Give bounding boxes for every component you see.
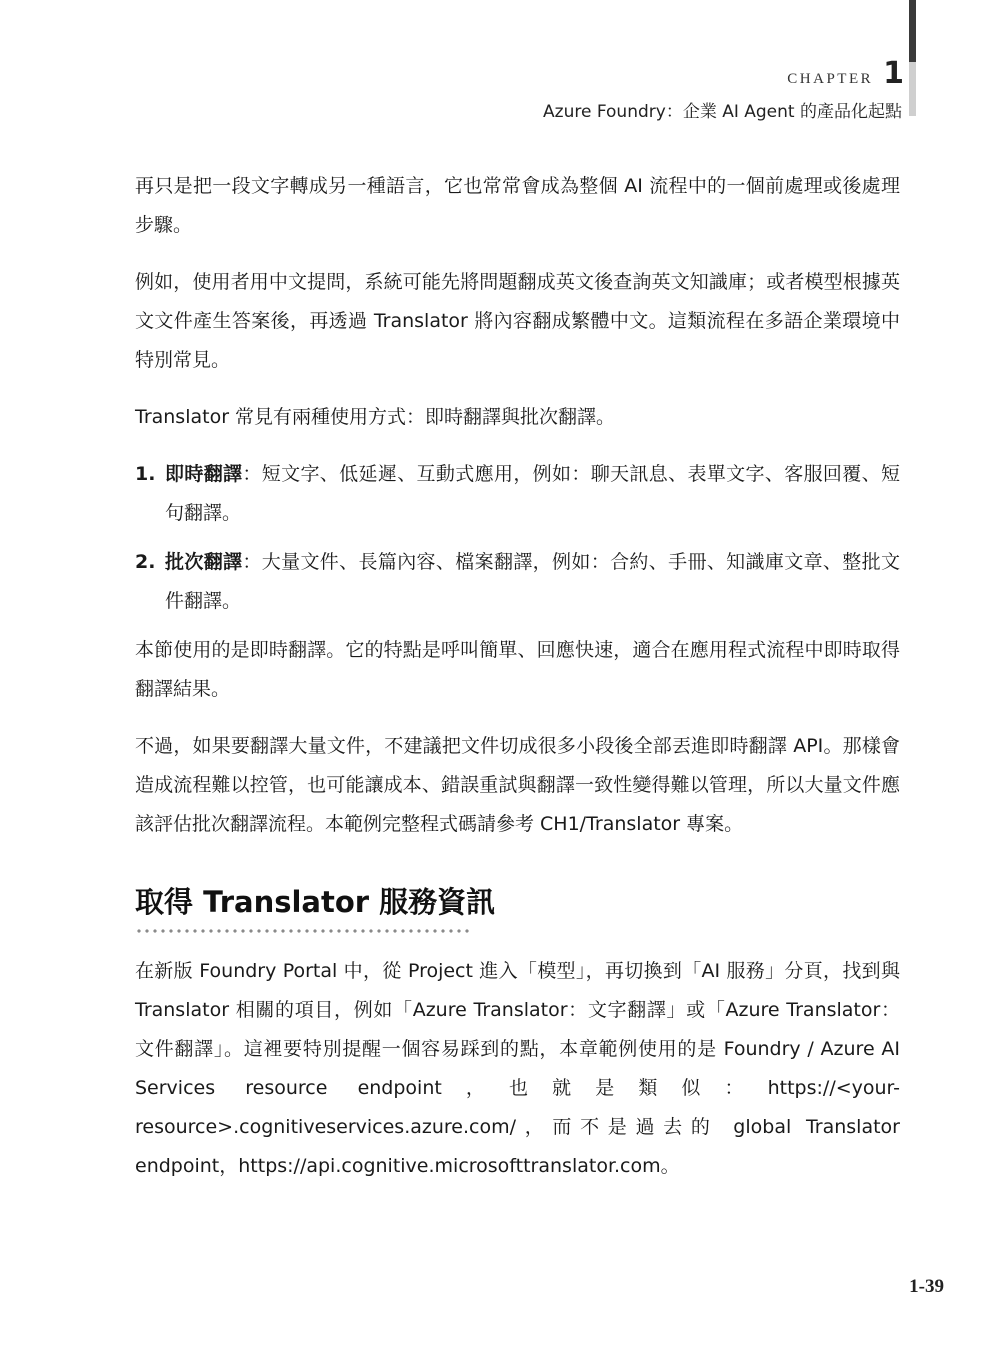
- paragraph-2: 例如，使用者用中文提問，系統可能先將問題翻成英文後查詢英文知識庫；或者模型根據英文文件產生答案後，再透過 Translator 將內容翻成繁體中文。這類流程在多語企業環境中特別常見。: [135, 271, 900, 371]
- section-body: 在新版 Foundry Portal 中，從 Project 進入「模型」，再切換到「AI 服務」分頁，找到與 Translator 相關的項目，例如「Azure Translator：文字翻譯」或「Azure Translator：文件翻譯」。這裡要特別提醒一個容易踩到的點，本章範例使用的是 Foundry / Azure AI Services resource endpoint，也就是類似：https://<your-resource>.cognitiveservices.azure.com/，而不是過去的 global Translator endpoint，https://api.cognitive.microsofttranslator.com。: [135, 960, 900, 1177]
- list-item: [135, 455, 900, 533]
- paragraph-5: 不過，如果要翻譯大量文件，不建議把文件切成很多小段後全部丟進即時翻譯 API。那樣會造成流程難以控管，也可能讓成本、錯誤重試與翻譯一致性變得難以管理，所以大量文件應該評估批次翻譯流程。本範例完整程式碼請參考 CH1/Translator 專案。: [135, 735, 900, 835]
- chapter-label: CHAPTER: [787, 71, 874, 87]
- section-heading: 取得 Translator 服務資訊: [135, 885, 496, 919]
- list-term: 批次翻譯: [165, 551, 243, 573]
- usage-list: [135, 455, 900, 621]
- list-text: ：大量文件、長篇內容、檔案翻譯，例如：合約、手冊、知識庫文章、整批文件翻譯。: [165, 551, 900, 612]
- page-number: 1-39: [909, 1276, 944, 1297]
- edge-tab-light: [909, 62, 916, 116]
- list-text: ：短文字、低延遲、互動式應用，例如：聊天訊息、表單文字、客服回覆、短句翻譯。: [165, 463, 900, 524]
- list-item: [135, 543, 900, 621]
- paragraph-4: 本節使用的是即時翻譯。它的特點是呼叫簡單、回應快速，適合在應用程式流程中即時取得翻譯結果。: [135, 639, 900, 700]
- page-body: [135, 167, 900, 1204]
- list-number: 2.: [135, 551, 156, 573]
- list-number: 1.: [135, 463, 156, 485]
- list-term: 即時翻譯: [165, 463, 243, 485]
- paragraph-1: 再只是把一段文字轉成另一種語言，它也常常會成為整個 AI 流程中的一個前處理或後處理步驟。: [135, 175, 900, 236]
- edge-tab-dark: [909, 0, 916, 62]
- chapter-header: [787, 56, 904, 91]
- paragraph-3: Translator 常見有兩種使用方式：即時翻譯與批次翻譯。: [135, 406, 616, 428]
- chapter-title: Azure Foundry：企業 AI Agent 的產品化起點: [543, 102, 902, 122]
- heading-dotted-rule: [135, 928, 470, 934]
- chapter-number: 1: [883, 56, 904, 91]
